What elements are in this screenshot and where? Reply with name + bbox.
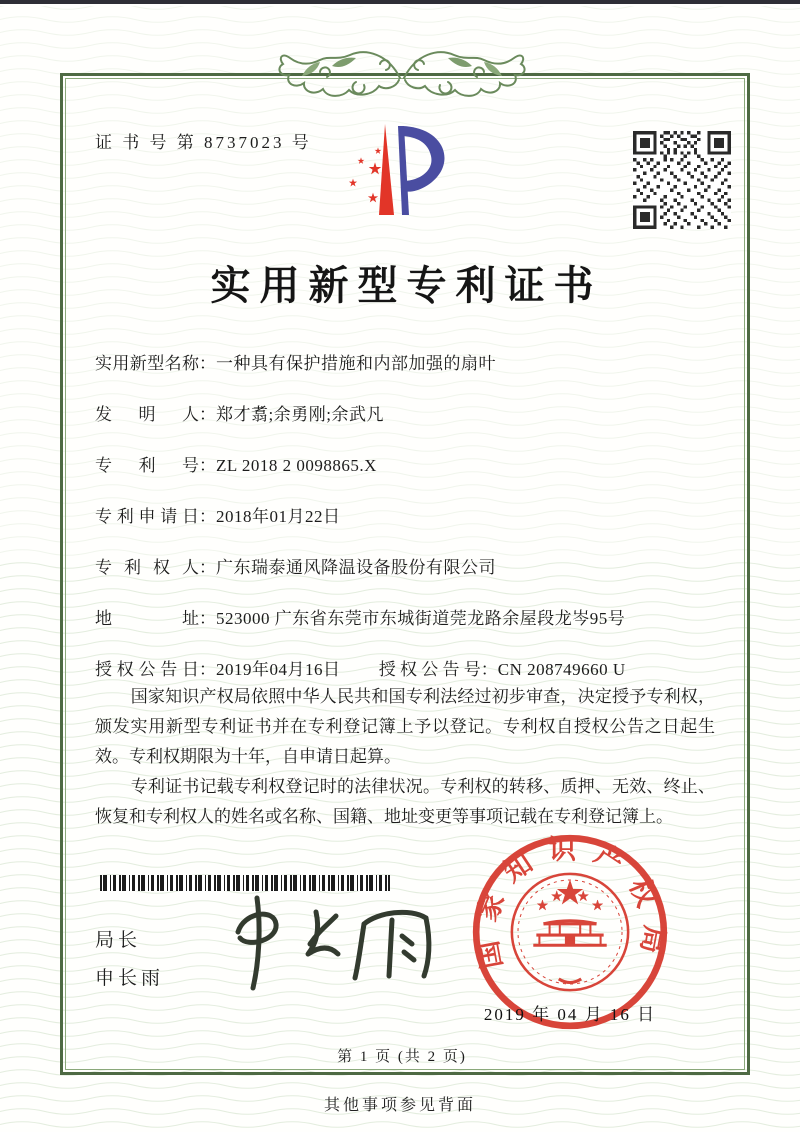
back-note: 其他事项参见背面	[323, 1097, 476, 1114]
signatory-block	[95, 922, 164, 998]
legal-text	[95, 682, 715, 832]
scan-edge-artifact	[0, 0, 800, 4]
page-number: 第 1 页 (共 2 页)	[337, 1049, 467, 1065]
national-emblem-icon	[512, 874, 628, 990]
field-row	[95, 454, 717, 478]
field-colon: ：	[199, 660, 216, 679]
svg-text:国家知识产权局	[469, 834, 670, 971]
field-value: 2019年04月16日	[216, 660, 341, 679]
field-row	[95, 403, 717, 427]
field-colon: ：	[199, 405, 216, 424]
field-label: 实用新型名称	[95, 354, 199, 373]
field-value: 广东瑞泰通风降温设备股份有限公司	[216, 558, 496, 577]
legal-paragraph: 国家知识产权局依照中华人民共和国专利法经过初步审查，决定授予专利权，颁发实用新型专利证书并在专利登记簿上予以登记。专利权自授权公告之日起生效。专利权期限为十年，自申请日起算。	[95, 687, 715, 766]
certificate-title: 实用新型专利证书	[210, 263, 603, 308]
field-row	[95, 556, 717, 580]
field-row	[95, 505, 717, 529]
field-value: 523000 广东省东莞市东城街道莞龙路余屋段龙岑95号	[216, 609, 626, 628]
field-row	[95, 658, 717, 682]
signatory-name: 申长雨	[95, 968, 165, 989]
seal-date: 2019 年 04 月 16 日	[483, 1005, 657, 1024]
qr-code	[633, 131, 731, 229]
field-value: CN 208749660 U	[497, 660, 626, 679]
field-label: 专利申请日	[95, 507, 199, 526]
fields-section	[95, 352, 717, 709]
field-colon: ：	[480, 660, 498, 679]
border-top-ornament	[272, 42, 532, 106]
field-label: 地址	[95, 609, 199, 628]
field-value: 郑才翥;余勇刚;余武凡	[216, 405, 384, 424]
field-row	[95, 352, 717, 376]
field-row	[95, 607, 717, 631]
certificate-number: 证 书 号 第 8737023 号	[95, 133, 312, 152]
signature-handwriting	[210, 888, 470, 998]
field-label: 授权公告日	[95, 660, 199, 679]
field-label: 专利号	[95, 456, 199, 475]
field-label: 专利权人	[95, 558, 199, 577]
signatory-title: 局长	[95, 930, 142, 951]
legal-paragraph: 专利证书记载专利权登记时的法律状况。专利权的转移、质押、无效、终止、恢复和专利权人的姓名或名称、国籍、地址变更等事项记载在专利登记簿上。	[95, 777, 715, 826]
field-colon: ：	[199, 609, 216, 628]
seal-text: 国家知识产权局	[469, 833, 671, 972]
field-value: ZL 2018 2 0098865.X	[216, 456, 377, 475]
field-value: 一种具有保护措施和内部加强的扇叶	[216, 354, 496, 373]
field-colon: ：	[199, 456, 216, 475]
field-label: 授权公告号	[378, 660, 481, 679]
field-colon: ：	[199, 558, 216, 577]
field-value: 2018年01月22日	[216, 507, 341, 526]
field-colon: ：	[199, 507, 216, 526]
cnipa-logo-icon	[346, 114, 464, 238]
field-colon: ：	[199, 354, 216, 373]
field-label: 发明人	[95, 405, 199, 424]
